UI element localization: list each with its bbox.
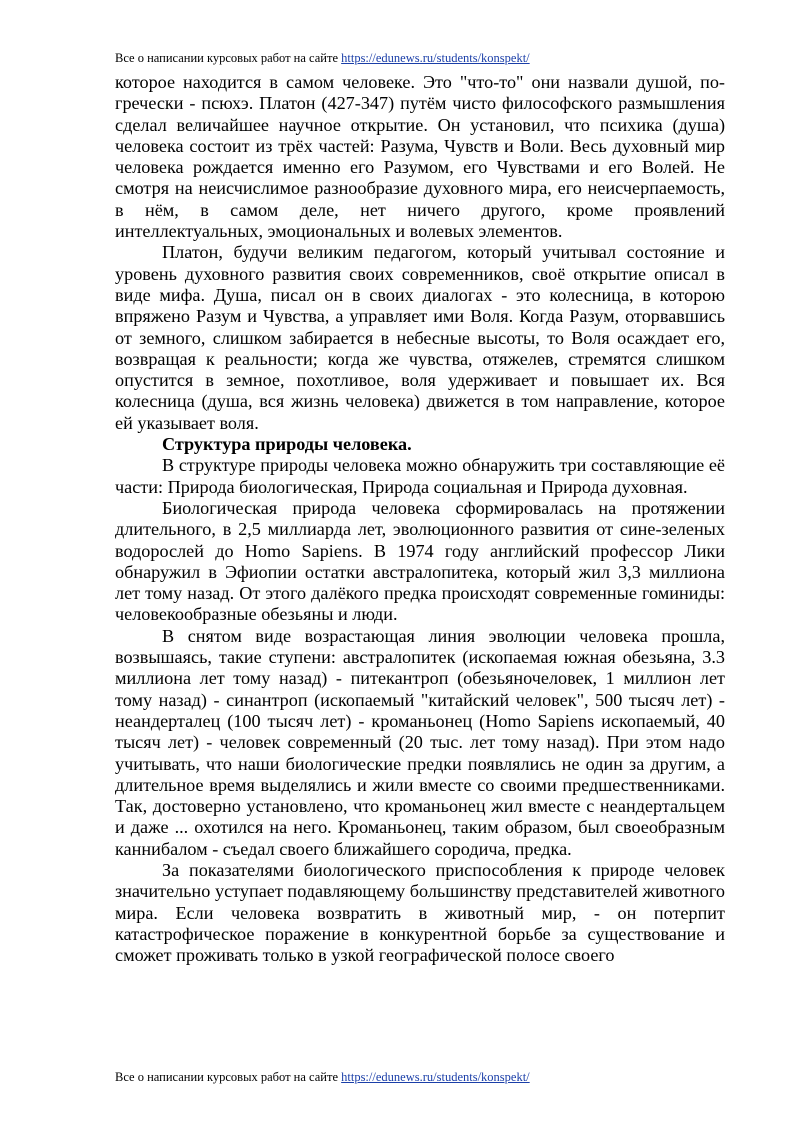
footer-link[interactable]: https://edunews.ru/students/konspekt/ <box>341 1070 530 1084</box>
paragraph-adaptation: За показателями биологического приспособления к природе человек значительно уступает подавляющему большинству представителей животного мира. Если человека возвратить в животный мир, - он потерпит катастрофическое поражение в конкурентной борьбе за существование и сможет проживать только в узкой географической полосе своего <box>115 859 725 966</box>
header-text: Все о написании курсовых работ на сайте <box>115 51 338 65</box>
page-header <box>115 50 725 66</box>
document-body <box>115 72 725 966</box>
paragraph-plato-myth: Платон, будучи великим педагогом, который учитывал состояние и уровень духовного развития своих современников, своё открытие описал в виде мифа. Душа, писал он в своих диалогах - это колесница, в которою впряжено Разум и Чувства, а управляет ими Воля. Когда Разум, оторвавшись от земного, слишком забирается в небесные высоты, то Воля осаждает его, возвращая к реальности; когда же чувства, отяжелев, стремятся слишком опустится в земное, похотливое, воля удерживает и повышает их. Вся колесница (душа, вся жизнь человека) движется в том направление, которое ей указывает воля. <box>115 242 725 433</box>
section-heading: Структура природы человека. <box>162 434 412 455</box>
page-footer <box>115 1069 725 1085</box>
paragraph-biological-nature: Биологическая природа человека сформировалась на протяжении длительного, в 2,5 миллиарда лет, эволюционного развития от сине-зеленых водорослей до Homo Sapiens. В 1974 году английский профессор Лики обнаружил в Эфиопии остатки австралопитека, который жил 3,3 миллиона лет тому назад. От этого далёкого предка происходят современные гоминиды: человекообразные обезьяны и люди. <box>115 497 725 625</box>
header-link[interactable]: https://edunews.ru/students/konspekt/ <box>341 51 530 65</box>
paragraph-structure: В структуре природы человека можно обнаружить три составляющие её части: Природа биологическая, Природа социальная и Природа духовная. <box>115 455 725 497</box>
footer-text: Все о написании курсовых работ на сайте <box>115 1070 338 1084</box>
paragraph-continuation: которое находится в самом человеке. Это "что-то" они назвали душой, по-гречески - псюхэ. Платон (427-347) путём чисто философского размышления сделал величайшее научное открытие. Он установил, что психика (душа) человека состоит из трёх частей: Разума, Чувств и Воли. Весь духовный мир человека рождается именно его Разумом, его Чувствами и его Волей. Не смотря на неисчислимое разнообразие духовного мира, его неисчерпаемость, в нём, в самом деле, нет ничего другого, кроме проявлений интеллектуальных, эмоциональных и волевых элементов. <box>115 72 725 242</box>
paragraph-evolution-line: В снятом виде возрастающая линия эволюции человека прошла, возвышаясь, такие ступени: австралопитек (ископаемая южная обезьяна, 3.3 миллиона лет тому назад) - питекантроп (обезьяночеловек, 1 миллион лет тому назад) - синантроп (ископаемый "китайский человек", 500 тысяч лет) - неандерталец (100 тысяч лет) - кроманьонец (Homo Sapiens ископаемый, 40 тысяч лет) - человек современный (20 тыс. лет тому назад). При этом надо учитывать, что наши биологические предки появлялись не один за другим, а длительное время выделялись и жили вместе со своими предшественниками. Так, достоверно установлено, что кроманьонец жил вместе с неандертальцем и даже ... охотился на него. Кроманьонец, таким образом, был своеобразным каннибалом - съедал своего ближайшего сородича, предка. <box>115 625 725 859</box>
